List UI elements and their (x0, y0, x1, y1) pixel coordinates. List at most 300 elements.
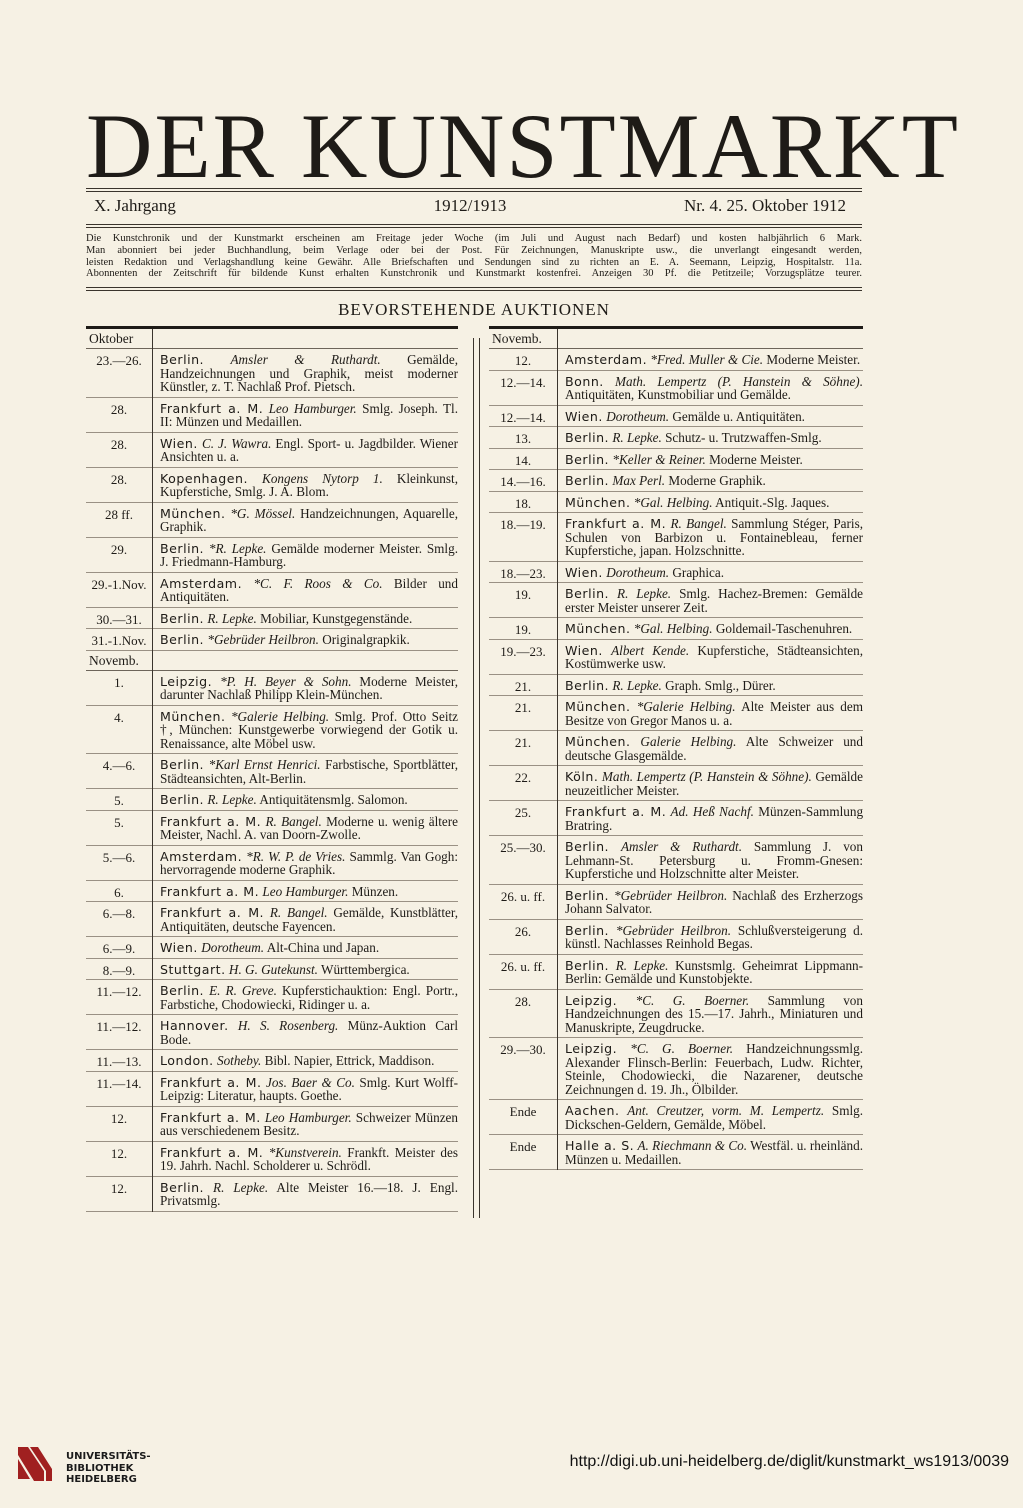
auction-city: München. (565, 734, 631, 749)
auction-row (86, 902, 458, 937)
auction-description: Alte Schweizer und deutsche Glasgemälde. (565, 734, 863, 763)
auction-description: Gemälde neuzeitlicher Meister. (565, 769, 864, 798)
auction-row (86, 573, 458, 608)
auction-description: Alt-China und Japan. (266, 940, 380, 955)
auction-description: Schlußversteigerung d. künstl. Nachlasses Reinhold Begas. (565, 922, 864, 951)
month-heading: Oktober (86, 329, 458, 349)
auction-entry (152, 503, 458, 537)
auction-city: Frankfurt a. M. (160, 1109, 261, 1125)
auction-table-left (86, 326, 458, 1212)
auction-description: Gemälde, Kunstblätter, Antiquitäten, deutsche Fayencen. (160, 905, 458, 934)
auction-house: Dorotheum. (201, 940, 265, 955)
auction-description: Smlg. Hachez-Bremen: Gemälde erster Meister unserer Zeit. (565, 586, 864, 615)
auction-row (489, 562, 863, 584)
auction-date: 11.—12. (96, 984, 142, 999)
notice-line: Die Kunstchronik und der Kunstmarkt erscheinen am Freitage jeder Woche (im Juli und August nach Bedarf) und kosten halbjährlich 6 Mark. (86, 233, 862, 244)
auction-city: Berlin. (565, 957, 610, 973)
auction-date: 28. (514, 993, 532, 1009)
auction-date: 14. (514, 452, 532, 468)
auction-entry (557, 731, 863, 765)
auction-description: Moderne Meister, darunter Nachlaß Philipp Klein-München. (160, 673, 458, 702)
auction-entry (152, 398, 458, 432)
auction-row (86, 398, 458, 433)
library-name (66, 1451, 151, 1486)
auction-entry (557, 836, 863, 884)
auction-description: Smlg. Joseph. Tl. II: Münzen und Medaillen. (160, 400, 459, 429)
auction-date: 11.—14. (96, 1075, 142, 1091)
auction-date: 4. (114, 709, 124, 725)
auction-row (86, 468, 458, 503)
auction-entry (557, 696, 863, 730)
auction-city: München. (565, 699, 631, 714)
auction-description: Smlg. Dickschen-Geldern, Gemälde, Möbel. (565, 1103, 864, 1132)
auction-city: Frankfurt a. M. (160, 1074, 262, 1090)
auction-entry (152, 629, 458, 650)
auction-entry (152, 846, 458, 880)
auction-date: 26. u. ff. (500, 958, 546, 974)
auction-house: *Gal. Helbing. (633, 494, 713, 510)
auction-entry (152, 881, 458, 902)
auction-row (489, 766, 863, 801)
auction-date: 6.—9. (102, 941, 136, 956)
auction-date: 12. (110, 1110, 128, 1126)
auction-row (86, 503, 458, 538)
auction-entry (152, 538, 458, 572)
auction-house: R. Lepke. (617, 586, 672, 601)
auction-house: *Gal. Helbing. (633, 621, 713, 636)
auction-row (86, 538, 458, 573)
auction-row (86, 1107, 458, 1142)
auction-description: Graph. Smlg., Dürer. (665, 677, 776, 693)
auction-entry (152, 980, 458, 1014)
auction-entry (152, 573, 458, 607)
auction-date: 23.—26. (96, 353, 142, 368)
auction-city: Frankfurt a. M. (160, 905, 265, 920)
notice-line: leisten Redaktion und Verlagshandlung keine Gewähr. Alle Briefschaften und Sendungen sind zu richten an E. A. Seemann, Leipzig, Hospitalstr. 11a. (86, 256, 862, 268)
auction-row (86, 959, 458, 981)
date-column-divider (152, 329, 153, 1212)
auction-city: Berlin. (160, 632, 205, 647)
auction-date: 6.—8. (102, 906, 136, 921)
auction-city: Frankfurt a. M. (160, 400, 264, 416)
auction-date: 28. (110, 436, 128, 452)
auction-date: 29.—30. (500, 1042, 546, 1057)
auction-house: *G. Mössel. (230, 505, 296, 521)
auction-entry (557, 406, 863, 427)
date-column-divider (557, 329, 558, 1170)
auction-entry (557, 920, 863, 954)
auction-row (489, 470, 863, 492)
auction-house: *Gebrüder Heilbron. (614, 887, 728, 903)
auction-house: *Gebrüder Heilbron. (207, 632, 319, 647)
auction-city: Leipzig. (565, 1041, 618, 1056)
auction-row (86, 1072, 458, 1107)
auction-description: Gemälde, Handzeichnungen und Graphik, meist moderner Künstler, z. T. Nachlaß Prof. Pietsch. (160, 352, 459, 394)
auction-description: Alte Meister 16.—18. J. Engl. Privatsmlg. (160, 1179, 459, 1208)
auction-city: Berlin. (160, 352, 205, 367)
auction-date: 12.—14. (500, 409, 546, 425)
column-divider (473, 338, 480, 1218)
auction-row (489, 675, 863, 697)
auction-description: Schweizer Münzen aus verschiedenem Besitz. (160, 1109, 458, 1138)
auction-city: Berlin. (160, 757, 205, 772)
auction-city: Frankfurt a. M. (565, 804, 667, 819)
month-heading: Novemb. (489, 329, 863, 349)
auction-date: 4.—6. (102, 758, 136, 773)
auction-row (86, 608, 458, 630)
auction-row (86, 1177, 458, 1212)
auction-entry (152, 1015, 458, 1049)
auction-date: 1. (114, 674, 124, 690)
auction-row (489, 1038, 863, 1100)
auction-row (489, 427, 863, 449)
auction-city: Frankfurt a. M. (160, 813, 262, 829)
auction-row (489, 955, 863, 990)
auction-city: Berlin. (160, 540, 205, 556)
auction-description: Moderne Meister. (766, 352, 861, 367)
auction-date: 5.—6. (102, 849, 136, 865)
section-title: BEVORSTEHENDE AUKTIONEN (338, 300, 610, 319)
auction-entry (152, 433, 458, 467)
issue-line (94, 196, 846, 220)
auction-city: München. (160, 505, 226, 521)
auction-city: Halle a. S. (565, 1138, 635, 1153)
auction-entry (557, 618, 863, 639)
auction-table-right (489, 326, 863, 1170)
auction-house: Amsler & Ruthardt. (230, 352, 381, 367)
auction-date: 22. (514, 770, 532, 785)
auction-entry (152, 706, 458, 754)
auction-city: München. (160, 708, 226, 724)
auction-date: 18. (514, 495, 532, 511)
auction-house: Dorotheum. (606, 564, 670, 580)
auction-city: Amsterdam. (565, 352, 648, 367)
auction-house: Jos. Baer & Co. (265, 1074, 355, 1090)
auction-description: Bibl. Napier, Ettrick, Maddison. (264, 1053, 435, 1068)
auction-entry (152, 937, 458, 958)
auction-date: 8.—9. (102, 962, 136, 978)
auction-house: *R. W. P. de Vries. (246, 848, 346, 864)
auction-description: Gemälde u. Antiquitäten. (672, 408, 805, 424)
auction-house: *C. G. Boerner. (635, 992, 750, 1008)
auction-house: R. Lepke. (612, 677, 662, 693)
auction-description: Frankft. Meister des 19. Jahrh. Nachl. Scholderer u. Schrödl. (160, 1144, 458, 1173)
auction-city: Bonn. (565, 373, 604, 389)
auction-description: Smlg. Prof. Otto Seitz †, München: Kunstgewerbe vorwiegend der Gotik u. Renaissance, alte Möbel usw. (160, 708, 459, 751)
notice-line: Abonnenten der Zeitschrift für bildende Kunst erhalten Kunstchronik und Kunstmarkt kostenfrei. Anzeigen 30 Pf. die Petitzeile; Vorzugsplätze teurer. (86, 268, 862, 280)
auction-entry (152, 349, 458, 397)
auction-house: *P. H. Beyer & Sohn. (220, 673, 352, 689)
auction-house: Sotheby. (216, 1053, 262, 1068)
auction-entry (557, 492, 863, 513)
auction-city: Berlin. (565, 887, 610, 903)
auction-description: Engl. Sport- u. Jagdbilder. Wiener Ansichten u. a. (160, 435, 459, 464)
auction-date: 12. (110, 1180, 128, 1196)
issue-period: 1912/1913 (433, 196, 507, 215)
auction-house: Leo Hamburger. (268, 400, 357, 416)
auction-description: Kleinkunst, Kupferstiche, Smlg. J. A. Blom. (160, 470, 458, 499)
auction-description: Kupferstiche, Städteansichten, Kostümwerke usw. (565, 642, 864, 671)
auction-description: Sammlung von Handzeichnungen des 15.—17. Jahrh., Miniaturen und Manuskripte, Zeugdrucke. (565, 992, 863, 1035)
auction-house: *Karl Ernst Henrici. (208, 757, 321, 772)
auction-entry (557, 470, 863, 491)
auction-entry (152, 468, 458, 502)
auction-date: 18.—19. (500, 517, 546, 532)
auction-date: 12.—14. (500, 374, 546, 390)
auction-entry (152, 671, 458, 705)
auction-entry (152, 754, 458, 788)
auction-date: 25.—30. (500, 840, 546, 855)
auction-city: Wien. (565, 564, 603, 580)
auction-description: Schutz- u. Trutzwaffen-Smlg. (665, 430, 822, 445)
auction-row (489, 492, 863, 514)
masthead-rule-top (86, 188, 862, 189)
auction-city: Berlin. (565, 430, 610, 445)
auction-row (489, 801, 863, 836)
auction-description: Sammlung Stéger, Paris, Schulen von Barbizon u. Fontainebleau, ferner Kupferstiche, japan. Holzschnitte. (565, 516, 864, 558)
auction-house: A. Riechmann & Co. (637, 1138, 748, 1153)
auction-entry (557, 562, 863, 583)
subscription-notice (86, 233, 862, 280)
auction-entry (152, 1142, 458, 1176)
auction-entry (557, 640, 863, 674)
auction-row (489, 406, 863, 428)
auction-row (86, 881, 458, 903)
auction-entry (152, 789, 458, 810)
masthead-title: DER KUNSTMARKT (86, 95, 960, 197)
auction-city: Berlin. (565, 586, 610, 601)
auction-entry (557, 349, 863, 370)
issue-rule (86, 224, 862, 225)
auction-house: Math. Lempertz (P. Hanstein & Söhne). (615, 373, 863, 389)
auction-city: Frankfurt a. M. (160, 883, 260, 899)
auction-city: Leipzig. (160, 673, 213, 689)
auction-description: Kunstsmlg. Geheimrat Lippmann-Berlin: Gemälde und Kunstobjekte. (565, 957, 864, 986)
auction-date: 19. (514, 587, 532, 602)
auction-row (489, 836, 863, 885)
auction-date: 11.—12. (96, 1019, 142, 1034)
auction-house: R. Lepke. (213, 1179, 269, 1195)
issue-volume: X. Jahrgang (94, 196, 176, 215)
auction-description: Mobiliar, Kunstgegenstände. (260, 610, 413, 626)
auction-house: E. R. Greve. (209, 983, 277, 998)
auction-row (489, 731, 863, 766)
auction-house: *Kunstverein. (268, 1144, 342, 1160)
auction-date: 5. (114, 814, 124, 830)
auction-description: Antiquit.-Slg. Jaques. (715, 494, 830, 510)
notice-rule (86, 287, 862, 288)
auction-description: Originalgrapkik. (322, 632, 410, 647)
auction-city: Berlin. (565, 922, 610, 938)
auction-city: Frankfurt a. M. (565, 516, 667, 531)
auction-date: 12. (514, 353, 532, 368)
auction-date: 28. (110, 471, 128, 487)
auction-house: *C. G. Boerner. (630, 1041, 734, 1056)
auction-description: Bilder und Antiquitäten. (160, 575, 458, 604)
auction-date: 13. (514, 431, 532, 446)
auction-date: 30.—31. (96, 611, 142, 627)
auction-date: 6. (114, 884, 124, 900)
auction-row (489, 371, 863, 406)
auction-house: Leo Hamburger. (262, 883, 349, 899)
auction-row (86, 789, 458, 811)
auction-description: Gemälde moderner Meister. Smlg. J. Friedmann-Hamburg. (160, 540, 458, 569)
auction-date: 29. (110, 541, 128, 557)
auction-row (86, 433, 458, 468)
auction-entry (557, 449, 863, 470)
auction-city: Berlin. (160, 610, 205, 626)
auction-entry (557, 801, 863, 835)
source-url-link[interactable]: http://digi.ub.uni-heidelberg.de/diglit/kunstmarkt_ws1913/0039 (569, 1453, 1009, 1470)
auction-date: 26. (514, 923, 532, 939)
auction-city: Berlin. (160, 792, 205, 807)
auction-description: Münzen. (351, 883, 399, 899)
auction-row (86, 937, 458, 959)
auction-house: *Galerie Helbing. (636, 699, 736, 714)
auction-city: Berlin. (160, 1179, 205, 1195)
auction-house: *Fred. Muller & Cie. (650, 352, 764, 367)
auction-description: Handzeichnungen, Aquarelle, Graphik. (160, 505, 459, 534)
auction-house: R. Lepke. (615, 957, 669, 973)
auction-date: Ende (509, 1139, 537, 1154)
auction-house: R. Bangel. (265, 813, 322, 829)
auction-entry (557, 583, 863, 617)
auction-description: Sammlung J. von Lehmann-St. Petersburg u. Fromm-Gnesen: Kupferstiche und Holzschnitte alter Meister. (565, 839, 863, 881)
issue-rule-2 (86, 227, 862, 228)
library-name-line: HEIDELBERG (66, 1474, 137, 1485)
auction-house: Max Perl. (612, 473, 666, 488)
auction-city: Wien. (160, 940, 198, 955)
auction-house: Albert Kende. (611, 642, 690, 658)
auction-city: Aachen. (565, 1103, 620, 1118)
auction-city: Berlin. (565, 451, 610, 467)
auction-date: 29.-1.Nov. (91, 576, 147, 592)
auction-date: 21. (514, 678, 532, 694)
auction-entry (152, 1050, 458, 1071)
auction-entry (557, 513, 863, 561)
auction-entry (152, 902, 458, 936)
auction-description: Westfäl. u. rheinländ. Münzen u. Medaillen. (565, 1138, 863, 1167)
auction-date: Ende (509, 1104, 537, 1119)
auction-city: Frankfurt a. M. (160, 1144, 264, 1160)
auction-row (489, 349, 863, 371)
auction-city: Amsterdam. (160, 575, 243, 591)
auction-house: Leo Hamburger. (264, 1109, 352, 1125)
auction-row (489, 920, 863, 955)
masthead-rule-top-2 (86, 191, 862, 192)
auction-row (86, 629, 458, 651)
auction-entry (557, 675, 863, 696)
auction-row (86, 349, 458, 398)
auction-description: Graphica. (672, 564, 725, 580)
auction-row (86, 1015, 458, 1050)
auction-description: Sammlg. Van Gogh: hervorragende moderne Graphik. (160, 848, 459, 877)
auction-date: 28 ff. (105, 506, 133, 522)
auction-description: Antiquitätensmlg. Salomon. (259, 792, 408, 807)
auction-city: Hannover. (160, 1018, 229, 1033)
auction-row (489, 1135, 863, 1170)
auction-date: 31.-1.Nov. (91, 633, 147, 648)
auction-house: *R. Lepke. (208, 540, 267, 556)
left-rows (86, 329, 458, 1212)
auction-house: R. Bangel. (670, 516, 727, 531)
auction-row (86, 1142, 458, 1177)
auction-entry (152, 959, 458, 980)
auction-row (489, 1100, 863, 1135)
auction-city: Berlin. (565, 473, 610, 488)
auction-house: Ant. Creutzer, vorm. M. Lempertz. (627, 1103, 825, 1118)
auction-description: Moderne Graphik. (668, 473, 766, 488)
auction-date: 25. (514, 805, 532, 820)
auction-row (489, 513, 863, 562)
auction-entry (152, 811, 458, 845)
auction-row (489, 885, 863, 920)
auction-description: Münz-Auktion Carl Bode. (160, 1018, 459, 1047)
auction-house: H. S. Rosenberg. (237, 1018, 339, 1033)
auction-entry (557, 885, 863, 919)
auction-row (489, 696, 863, 731)
auction-description: Moderne Meister. (709, 451, 803, 467)
auction-date: 26. u. ff. (500, 888, 546, 904)
auction-city: München. (565, 621, 631, 636)
auction-date: 19.—23. (500, 643, 546, 659)
auction-row (86, 811, 458, 846)
auction-entry (152, 1107, 458, 1141)
auction-entry (152, 608, 458, 629)
month-heading: Novemb. (86, 651, 458, 671)
auction-house: R. Bangel. (269, 905, 328, 920)
auction-city: Wien. (160, 435, 198, 451)
auction-entry (557, 371, 863, 405)
auction-row (86, 671, 458, 706)
auction-description: Moderne u. wenig ältere Meister, Nachl. A. van Doorn-Zwolle. (160, 813, 458, 842)
auction-house: Dorotheum. (606, 408, 670, 424)
auction-city: Berlin. (160, 983, 205, 998)
auction-date: 11.—13. (96, 1054, 142, 1069)
auction-house: Math. Lempertz (P. Hanstein & Söhne). (601, 769, 812, 784)
auction-date: 14.—16. (500, 474, 546, 489)
auction-house: *C. F. Roos & Co. (253, 575, 383, 591)
auction-description: Münzen-Sammlung Bratring. (565, 804, 864, 833)
auction-house: H. G. Gutekunst. (228, 961, 318, 977)
auction-date: 19. (514, 622, 532, 637)
auction-house: R. Lepke. (207, 792, 257, 807)
auction-city: Berlin. (565, 677, 610, 693)
auction-city: Stuttgart. (160, 961, 226, 977)
auction-entry (557, 990, 863, 1038)
auction-date: 5. (114, 793, 124, 808)
auction-row (86, 980, 458, 1015)
auction-city: Amsterdam. (160, 848, 243, 864)
auction-city: Wien. (565, 408, 603, 424)
auction-description: Alte Meister aus dem Besitze von Gregor Manos u. a. (565, 699, 863, 728)
library-name-line: UNIVERSITÄTS- (66, 1451, 151, 1462)
issue-number-date: Nr. 4. 25. Oktober 1912 (684, 196, 846, 215)
auction-city: München. (565, 494, 631, 510)
auction-row (489, 618, 863, 640)
auction-row (489, 990, 863, 1039)
auction-house: *Gebrüder Heilbron. (615, 922, 732, 938)
auction-entry (152, 1177, 458, 1211)
auction-row (86, 846, 458, 881)
auction-entry (557, 1100, 863, 1134)
auction-description: Kupferstichauktion: Engl. Portr., Farbstiche, Chodowiecki, Ridinger u. a. (160, 983, 458, 1012)
auction-entry (557, 1135, 863, 1169)
auction-house: C. J. Wawra. (201, 435, 272, 451)
auction-house: R. Lepke. (612, 430, 662, 445)
notice-line: Man abonniert bei jeder Buchhandlung, beim Verlage oder bei der Post. Für Zeichnungen, Manuskripte usw., die unverlangt eingesandt werden, (86, 244, 862, 256)
auction-date: 21. (514, 700, 532, 715)
